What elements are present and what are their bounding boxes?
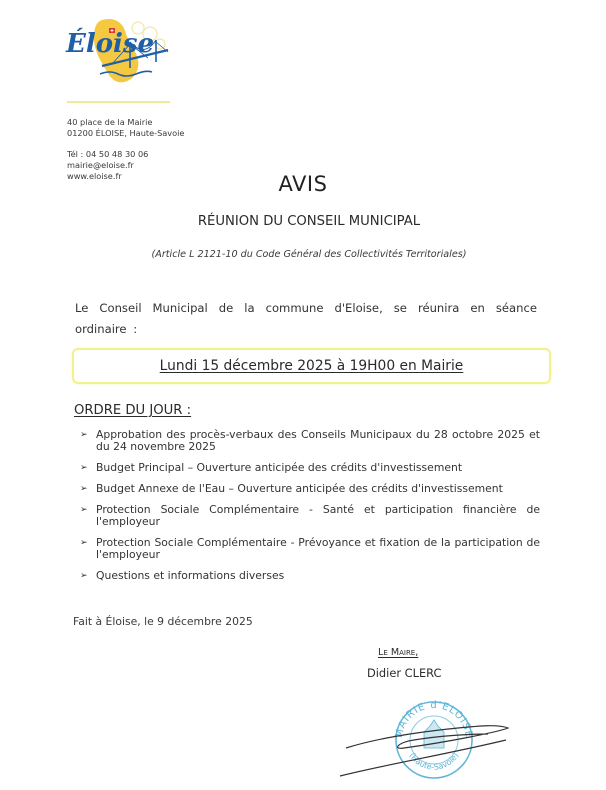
logo-divider	[67, 101, 170, 103]
arrow-bullet-icon: ➢	[80, 430, 88, 440]
official-stamp-icon	[338, 690, 513, 786]
address-line-2: 01200 ÉLOISE, Haute-Savoie	[67, 128, 185, 138]
arrow-bullet-icon: ➢	[80, 463, 88, 473]
agenda-item-text: Budget Annexe de l'Eau – Ouverture anticipée des crédits d'investissement	[96, 482, 503, 495]
agenda-item-text: Protection Sociale Complémentaire - Prévoyance et fixation de la participation de l'employeur	[96, 536, 540, 561]
arrow-bullet-icon: ➢	[80, 484, 88, 494]
legal-reference: (Article L 2121-10 du Code Général des Collectivités Territoriales)	[151, 249, 467, 260]
phone: Tél : 04 50 48 30 06	[67, 149, 149, 159]
notice-title: AVIS	[278, 172, 328, 196]
agenda-item	[80, 462, 540, 474]
address-line-1: 40 place de la Mairie	[67, 117, 153, 127]
meeting-date-box	[72, 348, 551, 384]
mayor-name: Didier CLERC	[367, 666, 442, 680]
intro-paragraph: Le Conseil Municipal de la commune d'Eloise, se réunira en séance ordinaire :	[75, 301, 537, 336]
agenda-item	[80, 504, 540, 528]
agenda-list	[80, 429, 540, 591]
agenda-item	[80, 483, 540, 495]
stamp-and-signature	[338, 690, 513, 786]
done-at-date: Fait à Éloise, le 9 décembre 2025	[73, 615, 253, 628]
agenda-item	[80, 537, 540, 561]
arrow-bullet-icon: ➢	[80, 505, 88, 515]
arrow-bullet-icon: ➢	[80, 538, 88, 548]
agenda-item-text: Protection Sociale Complémentaire - Santé et participation financière de l'employeur	[96, 503, 540, 528]
agenda-item	[80, 429, 540, 453]
agenda-item-text: Approbation des procès-verbaux des Conseils Municipaux du 28 octobre 2025 et du 24 novembre 2025	[96, 428, 540, 453]
email-link[interactable]: mairie@eloise.fr	[67, 160, 134, 170]
website-link[interactable]: www.eloise.fr	[67, 171, 122, 181]
agenda-item-text: Questions et informations diverses	[96, 569, 285, 582]
mayor-title: Le Maire,	[378, 647, 419, 658]
agenda-title: ORDRE DU JOUR :	[74, 403, 192, 418]
svg-text:MAIRIE d'ELOISE: MAIRIE d'ELOISE	[393, 699, 475, 739]
svg-text:Éloise: Éloise	[66, 29, 155, 59]
meeting-date: Lundi 15 décembre 2025 à 19H00 en Mairie	[159, 358, 464, 374]
notice-subtitle: RÉUNION DU CONSEIL MUNICIPAL	[197, 214, 421, 229]
logo-graphic	[64, 14, 174, 86]
svg-text:(Haute-Savoie): (Haute-Savoie)	[407, 751, 461, 772]
town-logo	[64, 14, 174, 86]
agenda-item-text: Budget Principal – Ouverture anticipée des crédits d'investissement	[96, 461, 463, 474]
arrow-bullet-icon: ➢	[80, 571, 88, 581]
agenda-item	[80, 570, 540, 582]
